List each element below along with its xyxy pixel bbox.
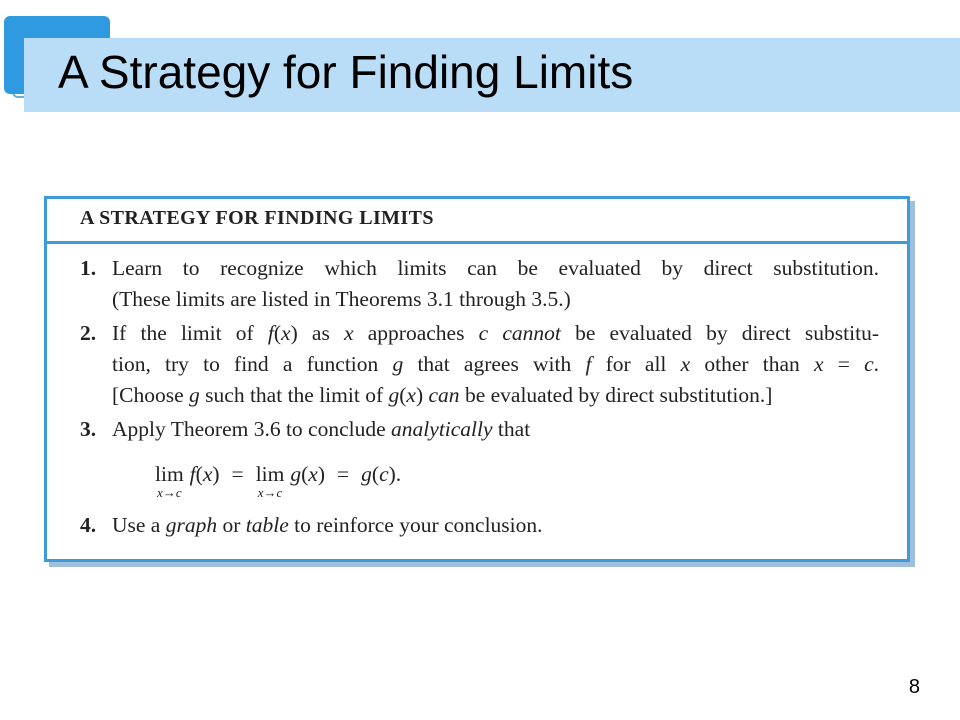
step-text: Apply Theorem 3.6 to conclude analytically that bbox=[112, 417, 531, 441]
step-number: 4. bbox=[80, 513, 97, 537]
slide-title: A Strategy for Finding Limits bbox=[58, 46, 634, 98]
step-number: 3. bbox=[80, 417, 97, 441]
strategy-step-3 bbox=[80, 414, 879, 445]
step-text: Learn to recognize which limits can be evaluated by direct substitution. (These limits are listed in Theorems 3.1 through 3.5.) bbox=[112, 256, 879, 311]
page-number: 8 bbox=[908, 676, 920, 698]
strategy-box-heading: A STRATEGY FOR FINDING LIMITS bbox=[80, 207, 434, 229]
lim-operator: lim x→c bbox=[255, 462, 285, 500]
strategy-box-header bbox=[47, 199, 907, 244]
strategy-step-1 bbox=[80, 253, 879, 315]
strategy-step-2 bbox=[80, 318, 879, 411]
step-text: If the limit of f(x) as x approaches c cannot be evaluated by direct substitu- tion, try to find a function g that agrees with f for all x other than x = c. [Choose g such that the limit of g(x) can be evaluated by direct substitution.] bbox=[112, 321, 879, 407]
step-number: 2. bbox=[80, 321, 97, 345]
limit-formula: lim x→c f(x) = lim x→c g(x) = g(c). bbox=[155, 462, 402, 500]
lim-operator: lim x→c bbox=[155, 462, 184, 500]
step-text: Use a graph or table to reinforce your conclusion. bbox=[112, 513, 543, 537]
strategy-step-4 bbox=[80, 510, 879, 541]
strategy-box bbox=[44, 196, 910, 562]
step-number: 1. bbox=[80, 256, 97, 280]
